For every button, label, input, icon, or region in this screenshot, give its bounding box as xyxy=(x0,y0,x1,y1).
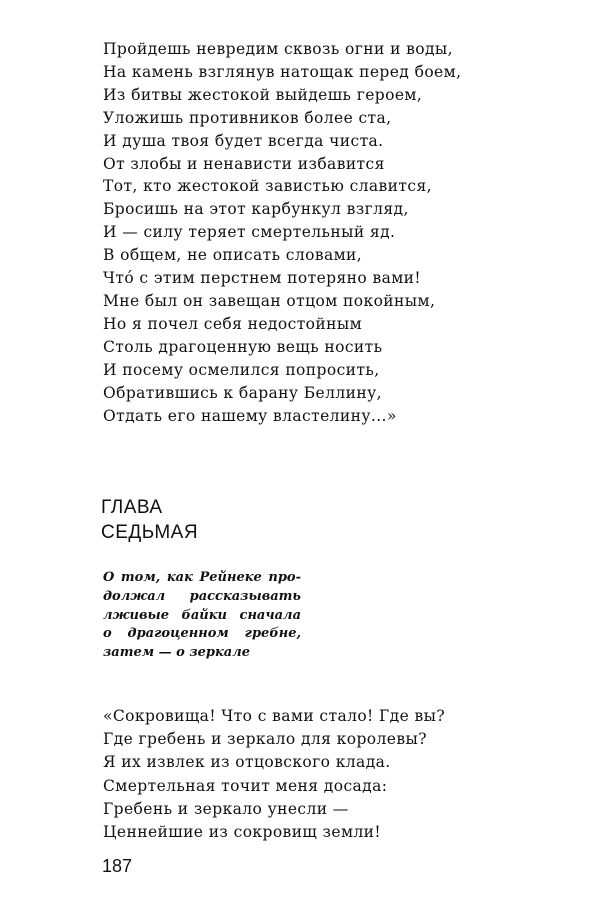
summary-line: о драгоценном гребне, xyxy=(103,626,301,642)
verse-line: Из битвы жестокой выйдешь героем, xyxy=(103,85,423,104)
page-number: 187 xyxy=(102,856,133,876)
verse-line: Где гребень и зеркало для королевы? xyxy=(103,730,427,749)
summary-line: лживые байки сначала xyxy=(103,607,301,623)
verse-line: Ценнейшие из сокровищ земли! xyxy=(103,823,382,842)
verse-line: И душа твоя будет всегда чиста. xyxy=(103,131,384,150)
verse-line: Чтó с этим перстнем потеряно вами! xyxy=(103,269,422,288)
verse-line: В общем, не описать словами, xyxy=(103,246,363,265)
verse-line: И — силу теряет смертельный яд. xyxy=(103,223,396,242)
verse-line: «Сокровища! Что с вами стало! Где вы? xyxy=(103,707,446,725)
verse-line: Пройдешь невредим сквозь огни и воды, xyxy=(103,40,453,58)
verse-line: Тот, кто жестокой завистью славится, xyxy=(103,177,432,196)
summary-line: затем — о зеркале xyxy=(103,645,251,661)
verse-line: Бросишь на этот карбункул взгляд, xyxy=(103,200,409,219)
verse-stanza-1 xyxy=(103,38,461,427)
chapter-heading-line-2: СЕДЬМАЯ xyxy=(101,522,199,543)
verse-line: Столь драгоценную вещь носить xyxy=(103,337,383,356)
verse-line: Мне был он завещан отцом покойным, xyxy=(103,291,436,310)
summary-line: О том, как Рейнеке про- xyxy=(103,570,301,585)
chapter-heading-line-1: ГЛАВА xyxy=(101,497,163,518)
chapter-heading xyxy=(101,495,198,545)
verse-stanza-2 xyxy=(103,705,445,844)
verse-line: Обратившись к барану Беллину, xyxy=(103,383,382,402)
chapter-summary xyxy=(103,569,301,663)
summary-line: должал рассказывать xyxy=(103,588,301,604)
verse-line: Но я почел себя недостойным xyxy=(103,314,363,333)
verse-line: И посему осмелился попросить, xyxy=(103,360,380,379)
verse-line: Отдать его нашему властелину...» xyxy=(103,406,397,425)
verse-line: На камень взглянув натощак перед боем, xyxy=(103,62,462,81)
verse-line: Гребень и зеркало унесли — xyxy=(103,799,349,818)
verse-line: Уложишь противников более ста, xyxy=(103,108,392,127)
verse-line: От злобы и ненависти избавится xyxy=(103,154,385,173)
verse-line: Я их извлек из отцовского клада. xyxy=(103,753,391,772)
verse-line: Смертельная точит меня досада: xyxy=(103,776,388,795)
